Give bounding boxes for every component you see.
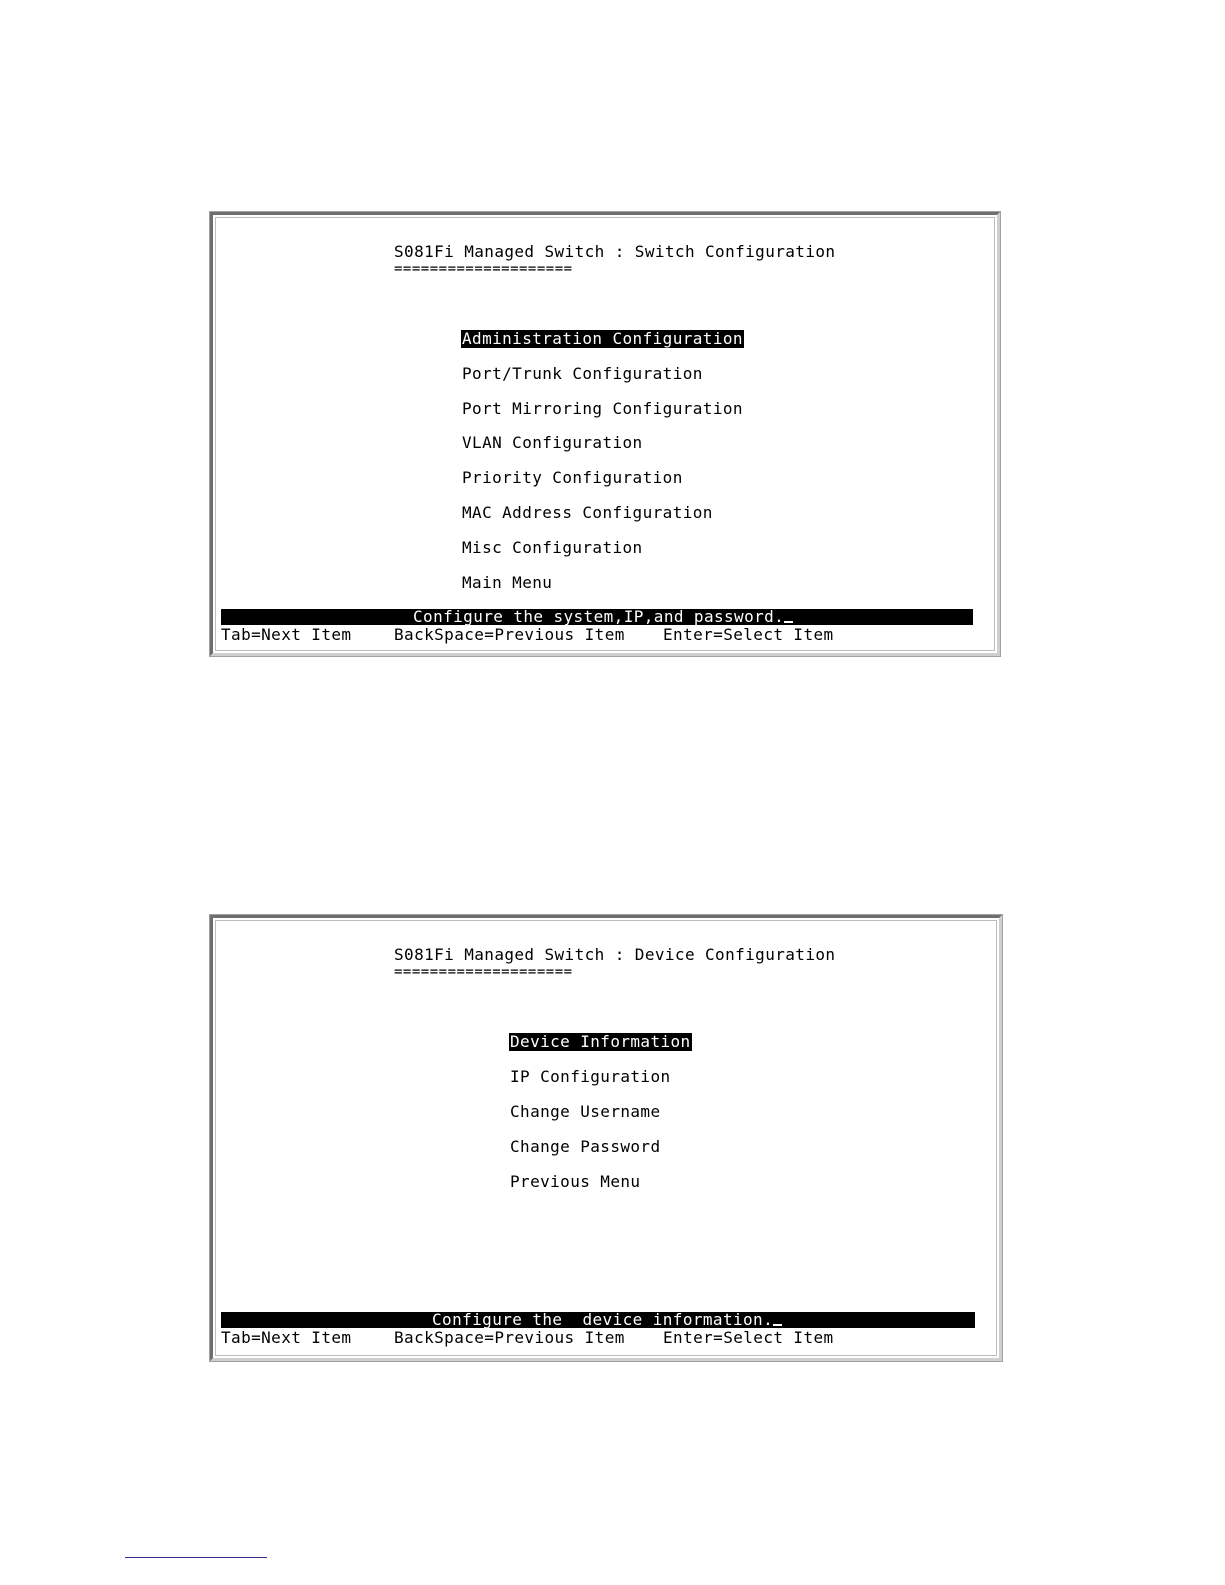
menu-item-change-username[interactable]: Change Username <box>510 1102 661 1121</box>
key-hint-tab: Tab=Next Item <box>221 1328 352 1347</box>
screen-title: S081Fi Managed Switch : Device Configuration <box>394 945 836 964</box>
text-cursor <box>773 1324 782 1326</box>
terminal-window-device-configuration <box>210 915 1002 1361</box>
footer-separator-line <box>125 1557 267 1558</box>
menu-item-vlan-configuration[interactable]: VLAN Configuration <box>462 433 643 452</box>
screen-title: S081Fi Managed Switch : Switch Configuration <box>394 242 836 261</box>
menu-item-main-menu[interactable]: Main Menu <box>462 573 553 592</box>
menu-item-previous-menu[interactable]: Previous Menu <box>510 1172 641 1191</box>
key-hint-enter: Enter=Select Item <box>663 625 834 644</box>
terminal-window-switch-configuration <box>210 212 1000 656</box>
menu-item-port-mirroring-configuration[interactable]: Port Mirroring Configuration <box>462 399 743 418</box>
status-message: Configure the device information. <box>432 1310 774 1329</box>
key-hint-backspace: BackSpace=Previous Item <box>394 625 625 644</box>
menu-item-change-password[interactable]: Change Password <box>510 1137 661 1156</box>
status-message: Configure the system,IP,and password. <box>413 607 785 626</box>
status-bar <box>221 609 973 625</box>
text-cursor <box>784 621 793 623</box>
key-hint-enter: Enter=Select Item <box>663 1328 834 1347</box>
menu-item-priority-configuration[interactable]: Priority Configuration <box>462 468 683 487</box>
menu-item-misc-configuration[interactable]: Misc Configuration <box>462 538 643 557</box>
status-bar <box>221 1312 975 1328</box>
title-underline: ==================== <box>394 967 573 977</box>
status-message-row <box>413 608 793 626</box>
title-underline: ==================== <box>394 264 573 274</box>
menu-item-ip-configuration[interactable]: IP Configuration <box>510 1067 671 1086</box>
key-hint-backspace: BackSpace=Previous Item <box>394 1328 625 1347</box>
key-hint-tab: Tab=Next Item <box>221 625 352 644</box>
menu-item-administration-configuration[interactable]: Administration Configuration <box>462 329 743 348</box>
menu-item-port-trunk-configuration[interactable]: Port/Trunk Configuration <box>462 364 703 383</box>
menu-item-mac-address-configuration[interactable]: MAC Address Configuration <box>462 503 713 522</box>
status-message-row <box>432 1311 782 1329</box>
menu-item-device-information[interactable]: Device Information <box>510 1032 691 1051</box>
